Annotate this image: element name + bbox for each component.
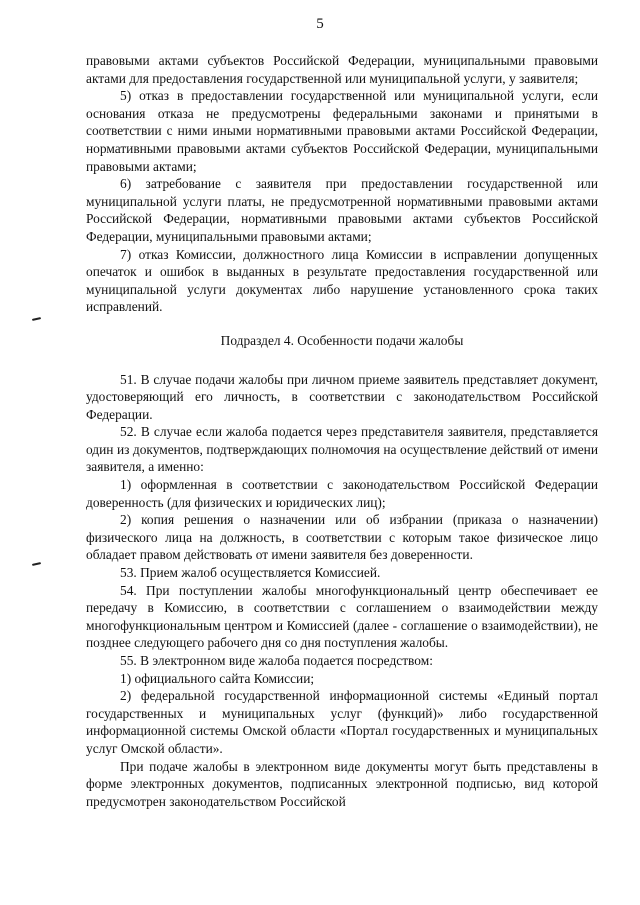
paragraph-54: 54. При поступлении жалобы многофункциональный центр обеспечивает ее передачу в Комиссию, в соответствии с соглашением о взаимодействии между многофункциональным центром и Комиссией (далее - соглашение о взаимодействии), не позднее следующего рабочего дня со дня поступления жалобы.	[86, 582, 598, 651]
paragraph-55-item-2: 2) федеральной государственной информационной системы «Единый портал государственных и муниципальных услуг (функций)» либо государственной информационной системы Омской области «Портал государственных и муниципальных услуг Омской области».	[86, 688, 598, 756]
paragraph-item-6: 6) затребование с заявителя при предоставлении государственной или муниципальной услуги платы, не предусмотренной нормативными правовыми актами Российской Федерации, нормативными правовыми актами субъектов Российской Федерации, муниципальными правовыми актами;	[86, 176, 598, 244]
paragraph-52-item-2: 2) копия решения о назначении или об избрании (приказа о назначении) физического лица на должность, в соответствии с которым такое физическое лицо обладает правом действовать от имени заявителя без доверенности.	[86, 512, 598, 563]
paragraph-electronic-documents: При подаче жалобы в электронном виде документы могут быть представлены в форме электронных документов, подписанных электронной подписью, вид которой предусмотрен законодательством Российской	[86, 758, 598, 809]
paragraph-52-item-1: 1) оформленная в соответствии с законодательством Российской Федерации доверенность (для физических и юридических лиц);	[86, 477, 598, 510]
paragraph-55-item-1: 1) официального сайта Комиссии;	[120, 670, 315, 686]
paragraph-55: 55. В электронном виде жалоба подается посредством:	[120, 653, 433, 668]
binding-hole-mark-bottom	[32, 562, 41, 566]
paragraph-52: 52. В случае если жалоба подается через представителя заявителя, представляется один из документов, подтверждающих полномочия на осуществление действий от имени заявителя, а именно:	[86, 424, 598, 475]
paragraph-item-7: 7) отказ Комиссии, должностного лица Комиссии в исправлении допущенных опечаток и ошибок в выданных в результате предоставления государственной или муниципальной услуги документах либо нарушение установленного срока таких исправлений.	[86, 246, 598, 315]
document-body	[86, 52, 598, 810]
page-number: 5	[316, 16, 324, 32]
paragraph-53: 53. Прием жалоб осуществляется Комиссией.	[120, 565, 381, 581]
paragraph-item-5: 5) отказ в предоставлении государственной или муниципальной услуги, если основания отказа не предусмотрены федеральными законами и принятыми в соответствии с ними иными нормативными правовыми актами Российской Федерации, нормативными правовыми актами субъектов Российской Федерации, муниципальными правовыми актами;	[86, 88, 598, 174]
section-heading: Подраздел 4. Особенности подачи жалобы	[220, 332, 464, 348]
paragraph-51: 51. В случае подачи жалобы при личном приеме заявитель представляет документ, удостоверяющий его личность, в соответствии с законодательством Российской Федерации.	[86, 371, 598, 422]
binding-hole-mark-top	[32, 317, 41, 321]
paragraph-continuation: правовыми актами субъектов Российской Федерации, муниципальными правовыми актами для предоставления государственной или муниципальной услуги, у заявителя;	[86, 53, 598, 86]
